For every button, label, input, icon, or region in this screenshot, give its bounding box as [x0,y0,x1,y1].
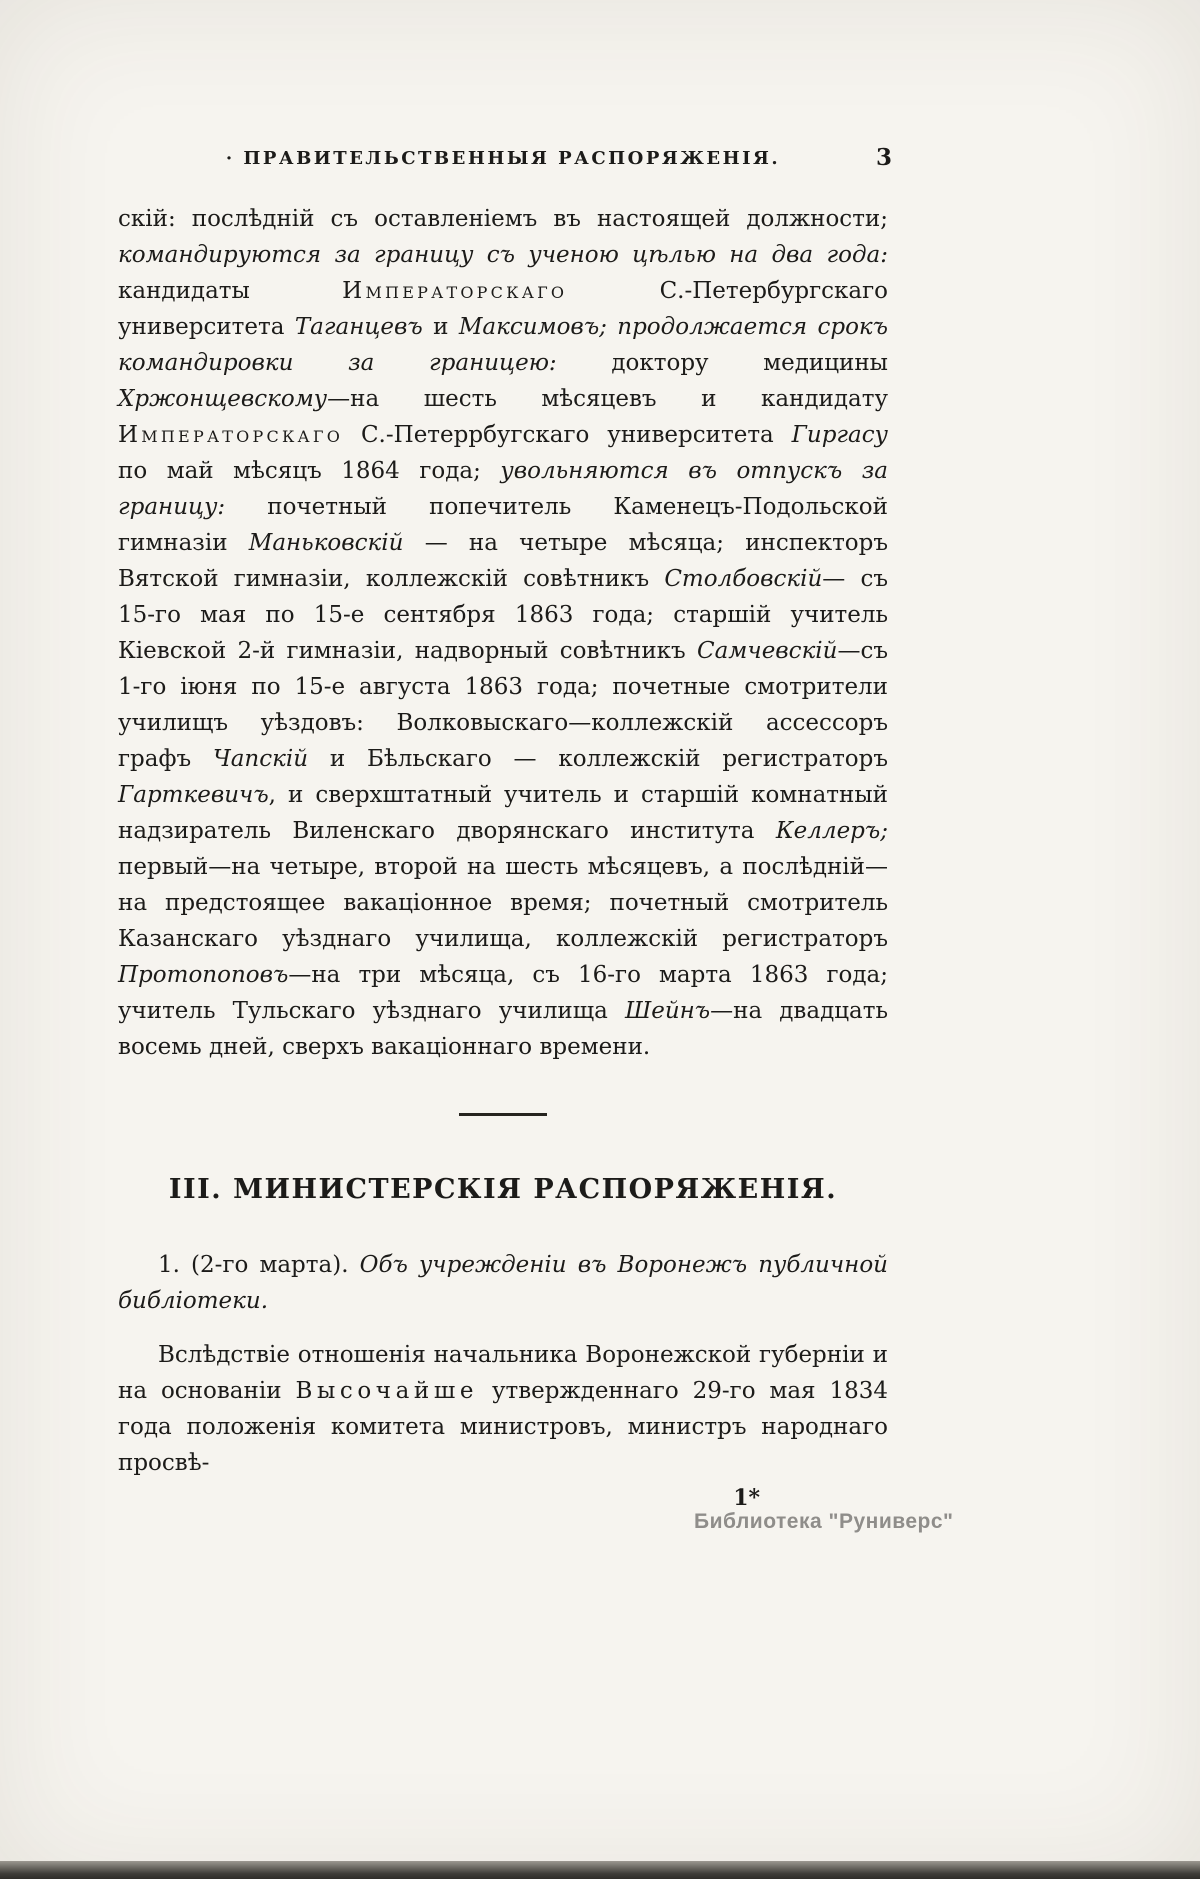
section-heading: III. МИНИСТЕРСКІЯ РАСПОРЯЖЕНІЯ. [168,1174,838,1205]
text-run: доктору медицины [611,350,888,376]
text-run: скій: послѣдній съ оставленіемъ въ настоящей должности; [118,206,888,232]
text-run: Гарткевичъ [118,782,269,808]
text-run: и Бѣльскаго — коллежскій регистраторъ [308,746,888,772]
item-1-body-paragraph [118,1337,888,1481]
page-header [118,144,892,171]
library-watermark: Библиотека "Руниверс" [694,1510,954,1533]
text-run: Столбовскій [664,566,823,592]
text-run: Императорскаго [342,278,568,304]
page-number: 3 [875,144,892,171]
text-run: Чапскій [212,746,309,772]
text-run: —на шесть мѣсяцевъ и кандидату [327,386,888,412]
section-divider [459,1113,547,1116]
signature-mark: 1* [733,1485,760,1511]
text-run: Самчевскій [697,638,838,664]
text-run: Максимовъ; продолжается срокъ командировки за границею: [118,314,888,376]
text-run: первый—на четыре, второй на шесть мѣсяцевъ, а послѣдній—на предстоящее вакаціонное время; почетный смотритель Казанскаго уѣзднаго училища, коллежскій регистраторъ [118,854,888,952]
text-run: —на двадцать восемь дней, сверхъ вакаціоннаго времени. [118,998,888,1060]
text-run: — съ 15-го мая по 15-е сентября 1863 года; старшій учитель Кіевской 2-й гимназіи, надворный совѣтникъ [118,566,888,664]
text-run: — на четыре мѣсяца; инспекторъ Вятской гимназіи, коллежскій совѣтникъ [118,530,888,592]
scan-bottom-edge [0,1861,1200,1879]
text-run: Таганцевъ [294,314,423,340]
text-run: почетный попечитель Каменецъ-Подольской гимназіи [118,494,888,556]
text-run: , и сверхштатный учитель и старшій комнатный надзиратель Виленскаго дворянскаго института [118,782,888,844]
text-run: —съ 1-го іюня по 15-е августа 1863 года; почетные смотрители училищъ уѣздовъ: Волковыскаго—коллежскій ассессоръ графъ [118,638,888,772]
text-run: С.-Петербургскаго университета [118,278,888,340]
text-run: Вслѣдствіе отношенія начальника Воронежской губерніи и на основаніи [118,1342,888,1404]
text-run: Шейнъ [624,998,711,1024]
text-run: Келлеръ; [775,818,888,844]
text-run: Объ учрежденіи въ Воронежъ публичной библіотеки. [118,1252,888,1314]
text-run: Маньковскій [248,530,404,556]
text-run: Гиргасу [791,422,888,448]
text-run: —на три мѣсяца, съ 16-го марта 1863 года; учитель Тульскаго уѣзднаго училища [118,962,888,1024]
running-title: · ПРАВИТЕЛЬСТВЕННЫЯ РАСПОРЯЖЕНІЯ. [225,148,781,169]
item-1-title-paragraph [118,1247,888,1319]
text-run: и [422,314,459,340]
text-run: утвержденнаго 29-го мая 1834 года положенія комитета министровъ, министръ народнаго просвѣ- [118,1378,888,1476]
text-run: увольняются въ отпускъ за границу: [118,458,888,520]
text-run: Хржонщевскому [118,386,328,412]
text-run: 1. (2-го марта). [158,1252,360,1278]
text-run: кандидаты [118,278,343,304]
text-run: С.-Петеррбугскаго университета [343,422,792,448]
text-run: командируются за границу съ ученою цѣлью на два года: [118,242,888,268]
text-run: Высочайше [295,1378,479,1404]
text-block [118,144,892,1511]
government-orders-paragraph [118,201,888,1065]
text-run: Императорскаго [118,422,344,448]
text-run: по май мѣсяцъ 1864 года; [118,458,501,484]
text-run: Протопоповъ [118,962,289,988]
